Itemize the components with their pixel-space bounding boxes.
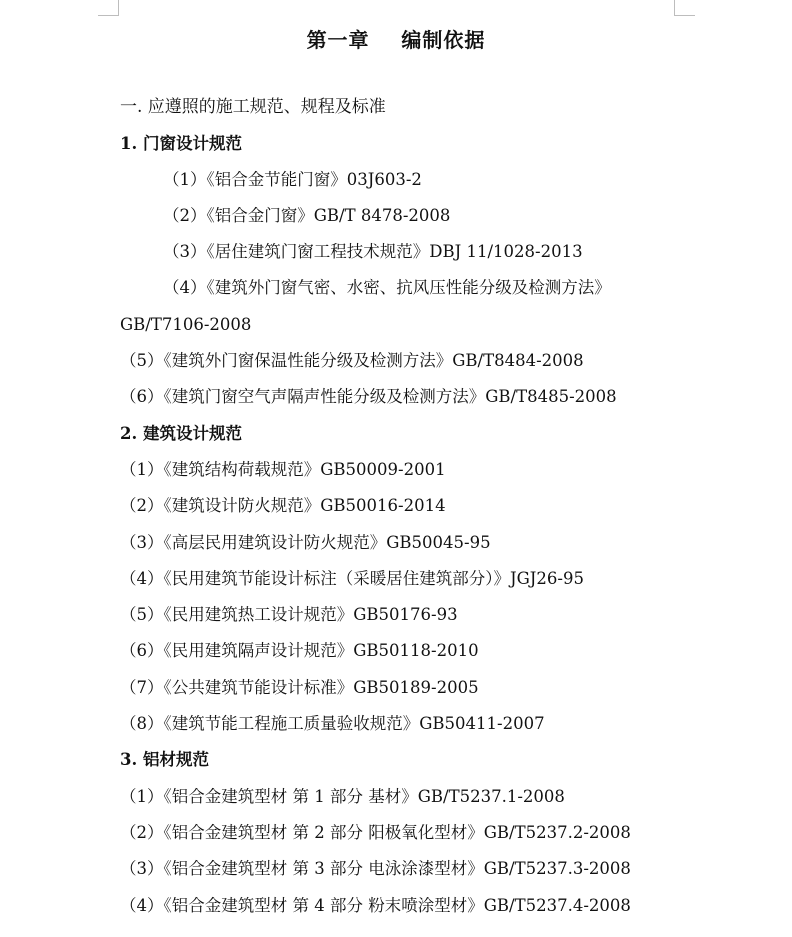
list-item: （2）《铝合金门窗》GB/T 8478-2008 (163, 206, 451, 225)
list-item: （5）《民用建筑热工设计规范》GB50176-93 (120, 605, 458, 624)
list-item: （5）《建筑外门窗保温性能分级及检测方法》GB/T8484-2008 (120, 351, 584, 370)
section-heading: 一. 应遵照的施工规范、规程及标准 (120, 97, 386, 117)
list-item: （2）《铝合金建筑型材 第 2 部分 阳极氧化型材》GB/T5237.2-2008 (120, 823, 631, 842)
list-item: （4）《民用建筑节能设计标注（采暖居住建筑部分）》JGJ26-95 (120, 569, 584, 588)
list-item: （7）《公共建筑节能设计标准》GB50189-2005 (120, 678, 479, 697)
list-item: （1）《铝合金建筑型材 第 1 部分 基材》GB/T5237.1-2008 (120, 787, 565, 806)
list-item: （3）《高层民用建筑设计防火规范》GB50045-95 (120, 533, 491, 552)
list-item: （2）《建筑设计防火规范》GB50016-2014 (120, 496, 446, 515)
chapter-title: 第一章 编制依据 (306, 28, 486, 52)
list-item: （1）《建筑结构荷载规范》GB50009-2001 (120, 460, 446, 479)
list-item: （6）《建筑门窗空气声隔声性能分级及检测方法》GB/T8485-2008 (120, 387, 617, 406)
list-item: （6）《民用建筑隔声设计规范》GB50118-2010 (120, 641, 479, 660)
list-item: （8）《建筑节能工程施工质量验收规范》GB50411-2007 (120, 714, 545, 733)
list-item-continuation: GB/T7106-2008 (120, 315, 252, 334)
group-heading-doors-windows: 1. 门窗设计规范 (120, 134, 242, 153)
list-item: （4）《铝合金建筑型材 第 4 部分 粉末喷涂型材》GB/T5237.4-2008 (120, 896, 631, 915)
list-item: （3）《铝合金建筑型材 第 3 部分 电泳涂漆型材》GB/T5237.3-2008 (120, 859, 631, 878)
group-heading-building-design: 2. 建筑设计规范 (120, 424, 242, 443)
group-heading-aluminum: 3. 铝材规范 (120, 750, 209, 769)
list-item: （1）《铝合金节能门窗》03J603-2 (163, 170, 422, 189)
list-item: （3）《居住建筑门窗工程技术规范》DBJ 11/1028-2013 (163, 242, 583, 261)
crop-mark-top-right (674, 0, 695, 16)
crop-mark-top-left (98, 0, 119, 16)
list-item: （4）《建筑外门窗气密、水密、抗风压性能分级及检测方法》 (163, 278, 611, 297)
